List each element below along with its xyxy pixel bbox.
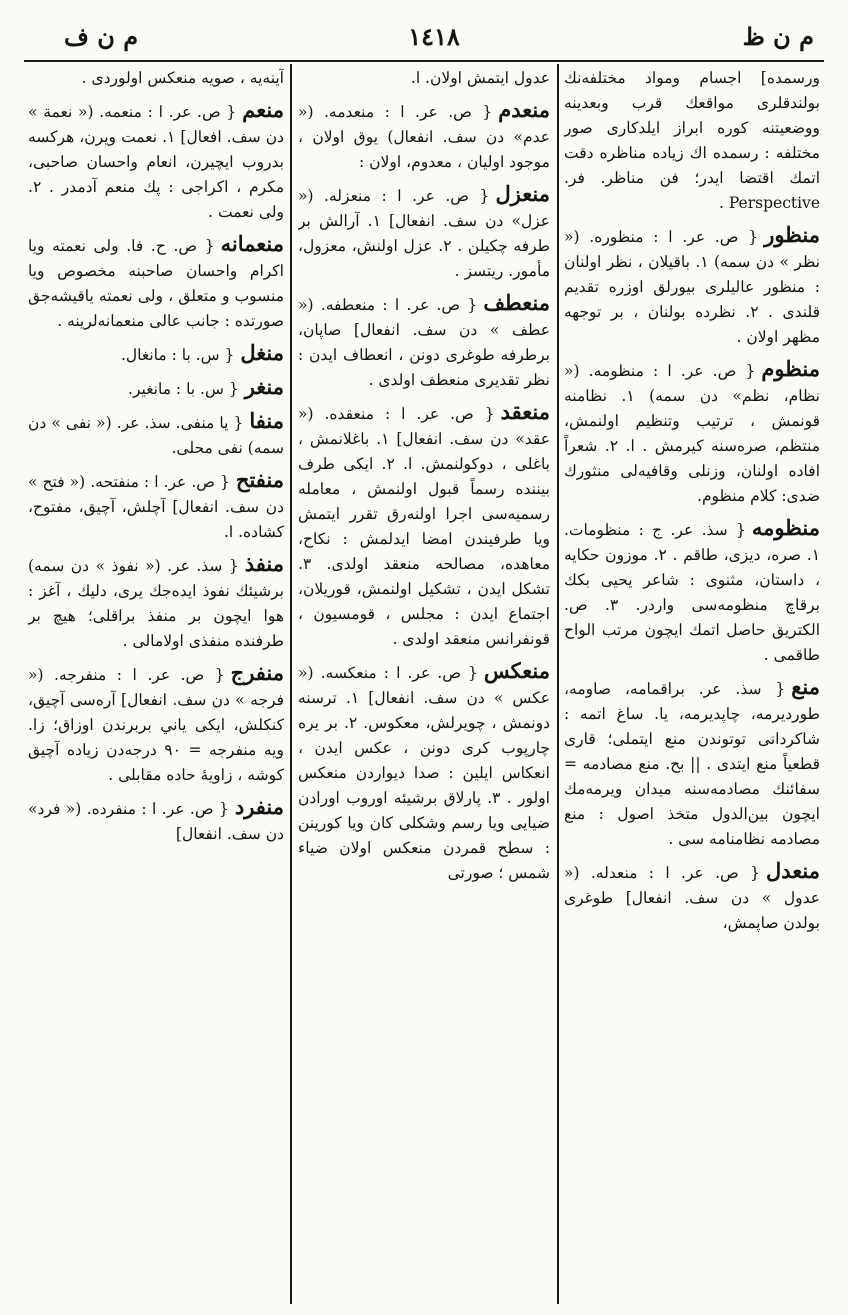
entry-headword: منفتح [235, 467, 284, 492]
entry-headword: منفذ [244, 551, 284, 576]
dictionary-entry [564, 356, 820, 509]
page-header [24, 22, 824, 56]
entry-headword: منعكس [483, 658, 550, 683]
entry-definition: { ص. عر. ا : منفرجه. (« فرجه » دن سف. انفعال] آره‌سی آچيق، كنكلش، ايكی ياني بربرندن اوزاق؛ زا. ويه منفرجه = ٩٠ درجه‌دن زياده آچيق كوشه ، زاويهٔ حاده مقابلی . [28, 666, 284, 784]
entry-definition: { سذ. عر. (« نفوذ » دن سمه) برشيئك نفوذ ايده‌جك يری، دليك ، آغز : هوا ايچون بر منفذ براقلی؛ هيچ بر طرفنده منفذی اولامالی . [28, 557, 284, 650]
dictionary-entry [28, 794, 284, 847]
entry-definition: آينه‌يه ، صويه منعكس اولوردی . [81, 69, 284, 87]
dictionary-entry [28, 467, 284, 545]
dictionary-entry [28, 231, 284, 334]
entry-headword: منظومه [751, 515, 820, 540]
entry-headword: منعقد [500, 399, 550, 424]
column-right [564, 66, 820, 1306]
dictionary-entry [28, 408, 284, 461]
dictionary-entry [28, 374, 284, 402]
entry-headword: منع [791, 674, 820, 699]
entry-headword: منغر [244, 374, 284, 399]
page-number: ١٤١٨ [408, 22, 460, 51]
entry-headword: منغل [240, 340, 284, 365]
dictionary-entry [298, 658, 550, 886]
entry-definition: ورسمده] اجسام ومواد مختلفه‌نك بولندقلری مواقعك قرب وبعدينه ووضعيتنه كوره ابراز ايلدكاری صور مختلفه : رسمده اك زياده مناظره دقت اتمك اقتضا ايدر؛ فن مناظر. فر. Perspective . [564, 69, 820, 212]
dictionary-entry [564, 66, 820, 216]
header-rule [24, 60, 824, 62]
header-right-letters: م ن ظ [742, 22, 814, 51]
dictionary-entry [28, 660, 284, 788]
dictionary-entry [298, 66, 550, 91]
entry-headword: منعدل [766, 858, 820, 883]
entry-definition: { ص. ح. فا. ولی نعمته ويا اكرام واحسان صاحبنه مخصوص ويا منسوب و متعلق ، ولی نعمته ياقيشه‌جق صورتده : جانب عالی منعمانه‌لرينه . [28, 237, 284, 330]
entry-definition: { ص. عر. ا : منعدله. (« عدول » دن سف. انفعال] طوغری بولدن صاپمش، [564, 864, 820, 932]
entry-headword: منعمانه [220, 231, 284, 256]
column-left [28, 66, 284, 1306]
dictionary-entry [564, 222, 820, 350]
entry-headword: منفرج [230, 660, 284, 685]
entry-headword: منعم [242, 97, 284, 122]
dictionary-entry [28, 551, 284, 654]
header-left-letters: م ن ف [64, 22, 139, 51]
dictionary-entry [564, 858, 820, 936]
entry-definition: { ص. عر. ا : منظومه. (« نظام، نظم» دن سمه) ١. نظامنه قونمش ، ترتيب وتنظيم اولنمش، منتظم، صره‌سنه كيرمش . ا. ٢. شعراً افاده اولنان، وزنلی وقافيه‌لی منثورك ضدی: كلام منظوم. [564, 362, 820, 505]
dictionary-entry [298, 399, 550, 652]
entry-headword: منفا [249, 408, 284, 433]
entry-definition: { سذ. عر. ج : منظومات. ١. صره، دیزی، طاقم . ٢. موزون حكايه ، داستان، مثنوی : شاعر يحيی بكك برقاچ منظومه‌سی واردر. ٣. ص. الكتريق حاصل اتمك ايچون مرتب الواح طاقمی . [564, 521, 820, 664]
entry-definition: { س. با : مانغیر. [128, 380, 239, 398]
entry-definition: { س. با : مانغال. [120, 346, 235, 364]
entry-definition: { ص. عر. ا : منعدمه. (« عدم» دن سف. انفعال) يوق اولان ، موجود اوليان ، معدوم، اولان : [298, 103, 550, 171]
dictionary-entry [28, 340, 284, 368]
entry-headword: منظوم [761, 356, 820, 381]
entry-definition: { ص. عر. ا : منعزله. (« عزل» دن سف. انفعال] ١. آرالش بر طرفه چكيلن . ٢. عزل اولنش، معزول، مأمور. ريتسز . [298, 187, 550, 280]
entry-definition: { ص. عر. ا : منعطفه. (« عطف » دن سف. انفعال] صاپان، برطرفه طوغری دونن ، انعطاف ايدن : نظر تقديری منعطف اولدی . [298, 296, 550, 389]
column-divider-right [557, 64, 559, 1304]
column-divider-left [290, 64, 292, 1304]
entry-definition: { ص. عر. ا : منفرده. (« فرد» دن سف. انفعال] [28, 800, 284, 843]
entry-headword: منعطف [483, 290, 550, 315]
dictionary-entry [28, 97, 284, 225]
entry-definition: { يا منفی. سذ. عر. (« نفی » دن سمه) نفی محلی. [28, 414, 284, 457]
entry-definition: { ص. عر. ا : منعمه. (« نعمة » دن سف. افعال] ١. نعمت ويرن، هركسه بدروب ايچيرن، انعام واحسان صاحبی، مكرم ، اكراجی : پك منعم آدمدر . ٢. ولی نعمت . [28, 103, 284, 221]
entry-definition: { ص. عر. ا : منعكسه. (« عكس » دن سف. انفعال] ١. ترسنه دونمش ، چويرلش، معكوس. ٢. بر يره چارپوب كری دونن ، عكس ايدن ، انعكاس ايلين : صدا ديواردن منعكس اولور . ٣. پارلاق برشيئه اوروب اورادن ضيايی ويا رسم وشكلی كان ويا كورينن : سطح قمردن منعكس اولان ضياء شمس ؛ صورتی [298, 664, 550, 882]
dictionary-entry [298, 97, 550, 175]
dictionary-entry [564, 674, 820, 852]
dictionary-entry [28, 66, 284, 91]
entry-definition: { سذ. عر. براقمامه، صاومه، طوردیرمه، چاپدیرمه، یا. ساغ اتمه : شاكردانی توتوندن منع ايتملی؛ قاری قطعياً منع ايتدی . || بح. منع مصادمه = سفائنك مصادمه‌سنه ميدان ويرمه‌مك ايچون بين‌الدول متخذ اصول : منع مصادمه نظامنامه سی . [564, 680, 820, 848]
entry-definition: { ص. عر. ا : منفتحه. (« فتح » دن سف. انفعال] آچلش، آچيق، مفتوح، كشاده. ا. [28, 473, 284, 541]
entry-headword: منفرد [234, 794, 284, 819]
entry-headword: منعدم [498, 97, 550, 122]
dictionary-entry [298, 290, 550, 393]
entry-headword: منظور [764, 222, 820, 247]
entry-headword: منعزل [495, 181, 550, 206]
entry-definition: { ص. عر. ا : منظوره. (« نظر » دن سمه) ١. باقيلان ، نظر اولنان : منظور عاليلری بيورلق اوزره تقديم قلندی . ٢. نظرده بولنان ، بر توجهه مظهر اولان . [564, 228, 820, 346]
column-middle [298, 66, 550, 1306]
dictionary-entry [298, 181, 550, 284]
entry-definition: { ص. عر. ا : منعقده. (« عقد» دن سف. انفعال] ١. باغلانمش ، باغلی ، دوكولنمش. ا. ٢. ايكی طرف بيننده رسماً قبول اولنمش ، معامله رسميه‌سی اجرا اولنه‌رق تقرر ايتمش ويا طرفيندن امضا ايدلمش : نكاح، معاهده، مصالحه منعقد اولدی. ٣. تشكل ايدن ، تشكيل اولنمش، قوريلان، اجتماع ايدن : مجلس ، قومسيون ، قونفرانس منعقد اولدی . [298, 405, 550, 648]
entry-definition: عدول ايتمش اولان. ا. [410, 69, 550, 87]
dictionary-entry [564, 515, 820, 668]
